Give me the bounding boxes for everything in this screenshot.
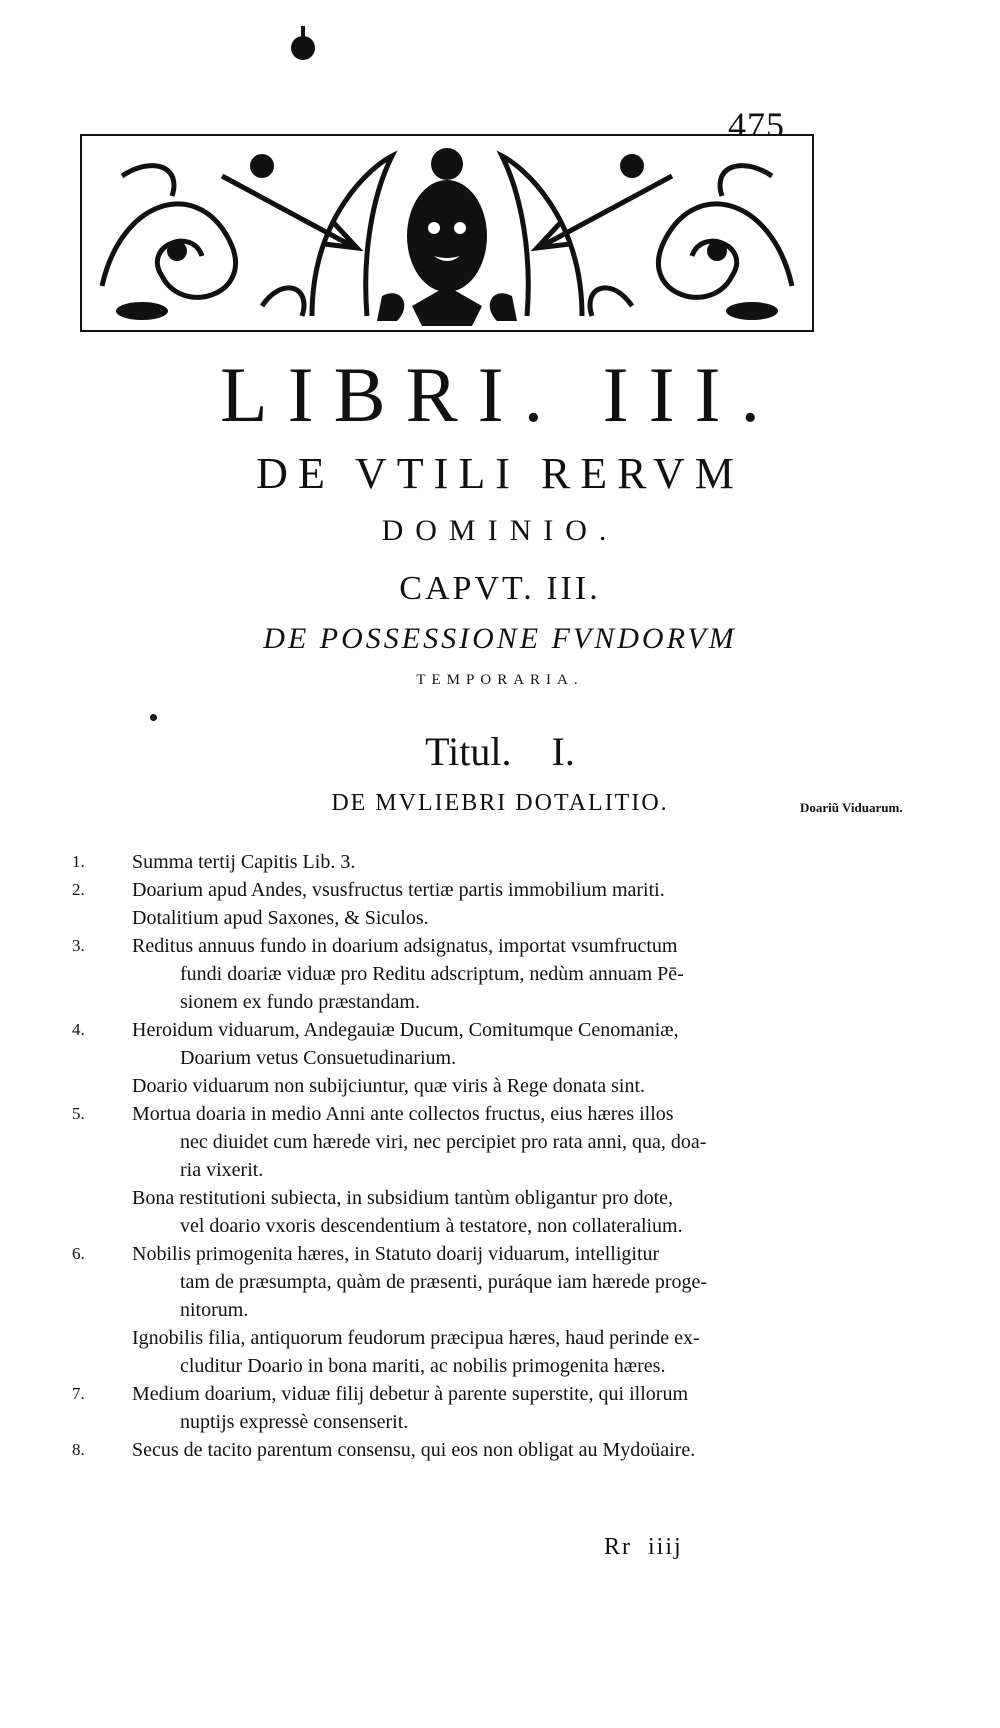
item-line: Doarium apud Andes, vsusfructus tertiæ partis immobilium mariti. [132,879,665,901]
summary-item [0,848,1000,876]
item-line: cluditur Doario in bona mariti, ac nobilis primogenita hæres. [180,1355,666,1377]
summary-item [0,1380,1000,1436]
signature-mark: Rr [604,1534,632,1560]
summary-item [0,1324,1000,1380]
item-line: sionem ex fundo præstandam. [180,991,420,1013]
item-line: Mortua doaria in medio Anni ante collectos fructus, eius hæres illos [132,1103,674,1125]
item-line: Dotalitium apud Saxones, & Siculos. [132,907,429,929]
summary-item [0,876,1000,932]
ink-blot-ornament [288,22,318,62]
item-line: Reditus annuus fundo in doarium adsignatus, importat vsumfructum [132,935,678,957]
title-word: Titul. [425,729,512,774]
summary-item [0,1016,1000,1072]
summary-item [0,932,1000,1016]
item-line: Doarium vetus Consuetudinarium. [180,1047,457,1069]
book-title: LIBRI. III. [219,351,781,438]
summary-item [0,1072,1000,1100]
catchword [604,1534,683,1561]
item-number: 6. [72,1244,85,1263]
summary-item [0,1240,1000,1324]
page-number: 475 [728,105,785,145]
item-line: ria vixerit. [180,1159,264,1181]
item-line: Heroidum viduarum, Andegauiæ Ducum, Comitumque Cenomaniæ, [132,1019,679,1041]
item-line: vel doario vxoris descendentium à testatore, non collateralium. [180,1215,683,1237]
item-line: nitorum. [180,1299,249,1321]
title-numeral: I. [551,729,575,774]
item-line: nec diuidet cum hærede viri, nec percipiet pro rata anni, qua, doa- [180,1131,707,1153]
item-number: 1. [72,852,85,871]
chapter-title-cont: TEMPORARIA. [416,672,584,688]
item-number: 8. [72,1440,85,1459]
item-number: 5. [72,1104,85,1123]
item-number: 3. [72,936,85,955]
title-heading [0,728,1000,775]
item-line: Ignobilis filia, antiquorum feudorum præcipua hæres, haud perinde ex- [132,1327,700,1349]
summary-item [0,1184,1000,1240]
item-number: 4. [72,1020,85,1039]
item-line: Nobilis primogenita hæres, in Statuto doarij viduarum, intelligitur [132,1243,660,1265]
item-line: fundi doariæ viduæ pro Reditu adscriptum, nedùm annuam Pē- [180,963,684,985]
summary-item [0,1436,1000,1464]
section-heading: DE MVLIEBRI DOTALITIO. [331,790,669,816]
item-number: 7. [72,1384,85,1403]
item-line: nuptijs expressè consenserit. [180,1411,409,1433]
summary-item [0,1100,1000,1184]
chapter-heading: CAPVT. III. [399,570,601,607]
item-line: Summa tertij Capitis Lib. 3. [132,851,356,873]
item-line: Medium doarium, viduæ filij debetur à parente superstite, qui illorum [132,1383,688,1405]
item-line: Secus de tacito parentum consensu, qui eos non obligat au Mydoüaire. [132,1439,696,1461]
item-line: Bona restitutioni subiecta, in subsidium tantùm obligantur pro dote, [132,1187,674,1209]
book-subtitle: DE VTILI RERVM [256,449,744,498]
item-line: tam de præsumpta, quàm de præsenti, puráque iam hærede proge- [180,1271,708,1293]
headpiece-ornament [80,134,814,332]
signature-number: iiij [648,1534,683,1560]
summary-list [0,848,1000,1464]
item-line: Doario viduarum non subijciuntur, quæ viris à Rege donata sint. [132,1075,646,1097]
book-subtitle-cont: DOMINIO. [381,514,619,547]
item-number: 2. [72,880,85,899]
ink-dot [150,714,157,721]
margin-note: Doariũ Viduarum. [800,800,903,815]
chapter-title: DE POSSESSIONE FVNDORVM [263,622,737,655]
